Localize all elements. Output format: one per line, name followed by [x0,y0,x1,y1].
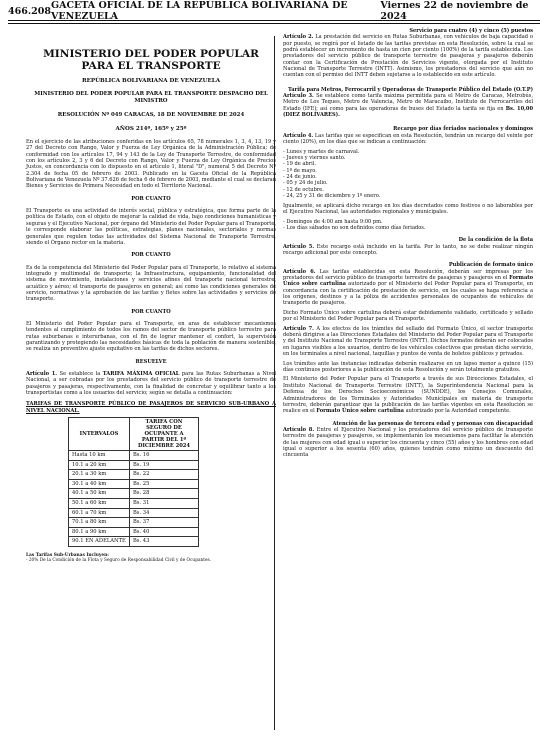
table-cell-price: Bs. 28 [130,489,199,499]
article-7-bold: Formato Único sobre cartulina [316,408,404,415]
article-1 [26,371,276,396]
article-7-text-2: Los trámites ante las instancias indicadas deberán realizarse en un lapso menor a quince (15) días continuos posteriores a la publicación de esta Resolución y serán totalmente gratuitos. [283,360,533,373]
list-item: - Domingos de 4:00 am hasta 9:00 pm. [283,218,383,225]
intro-paragraph: En el ejercicio de las atribuciones conferidas en los artículos 65, 78 numerales 1, 3, 4, 13, 19 y 27 del Decreto con Rango, Valor y Fuerza de Ley Orgánica de la Administración Pública; de conformidad con los artículos 17, 94 y 143 de la Ley de Transporte Terrestre, de conformidad con los artículos 2, 3 y 6 del Decreto con Rango, Valor y Fuerza de Ley Orgánica de Precios Justos, en concordancia con lo dispuesto en el artículo 1, literal "D", numeral 5 del Decreto Nº 2.304 de fecha 05 de febrero de 2003. Publicado en la Gaceta Oficial de la República Bolivariana de Venezuela Nº 37.626 de fecha 6 de febrero de 2003, mediante el cual se declaran Bienes y Servicios de Primera Necesidad en todo el Territorio Nacional. [26,139,276,190]
article-5-label: Artículo 5. [283,243,315,250]
table-cell-interval: 80.1 a 90 km [69,527,130,537]
article-6-bold: Formato Único sobre cartulina [283,274,533,288]
article-8-label: Artículo 8. [283,426,315,433]
resolution-number: RESOLUCIÓN Nº 049 CARACAS, 18 DE NOVIEMBRE DE 2024 [57,112,245,119]
table-cell-price: Bs. 16 [130,451,199,461]
table-cell-interval: 40.1 a 50 km [69,489,130,499]
page-number: 466.208 [8,5,51,17]
resuelve-heading: RESUELVE [135,358,167,365]
table-row [69,499,199,509]
por-cuanto-heading-1: POR CUANTO [131,195,171,202]
table-note-title: Las Tarifas Sub-Urbanas Incluyen: [26,553,109,558]
table-cell-interval: 20.1 a 30 km [69,470,130,480]
article-1-pre: Se establece la [59,371,101,377]
article-5 [283,244,533,257]
list-item: - 12 de octubre. [283,186,324,193]
republic-name: REPÚBLICA BOLIVARIANA DE VENEZUELA [81,78,221,84]
article-1-bold: TARIFA MÁXIMA OFICIAL [102,371,180,377]
table-cell-interval: 10.1 a 20 km [69,460,130,470]
table-note-text: - 20% De la Condición de la Flota y Seguro de Responsabilidad Civil y de Ocupantes. [26,558,212,564]
table-row [69,508,199,518]
gazette-date: Viernes 22 de noviembre de 2024 [380,0,529,22]
table-cell-price: Bs. 43 [130,537,199,547]
list-item: - 24 de junio. [283,174,317,181]
article-2 [283,34,533,78]
article-8-text: Entre el Ejecutivo Nacional y los prestadores del servicio público de transporte terrestre de pasajeras y pasajeros, se implementarán los mecanismos para facilitar la atención de las mujeres con edad igual o superior los cincuenta y cinco (55) años y los hombres con edad igual o superior a los sesenta (60) años, quienes tendrán como mínimo un descuento del cincuenta [283,426,534,459]
gazette-title: GACETA OFICIAL DE LA REPÚBLICA BOLIVARIANA DE VENEZUELA [50,0,348,22]
article-4-text: Las tarifas que se especifican en esta Resolución, tendrán un recargo del veinte por ciento (20%), en los días que se indican a continuación: [283,132,533,146]
list-item: - Jueves y viernes santo. [283,155,346,162]
article-6 [283,269,533,307]
article-5-text: Este recargo está incluido en la tarifa. Por lo tanto, no se debe realizar ningún recargo adicional por este concepto. [283,243,534,256]
article-7 [283,326,533,358]
article-3-label: Artículo 3. [283,93,314,100]
table-note [26,553,276,563]
table-cell-price: Bs. 40 [130,527,199,537]
article-1-text: para las Rutas Suburbanas a Nivel Nacional, a ser cobradas por los prestadores del servicio público de transporte terrestre de pasajeros y pasajeras, respectivamente, con la finalidad de concretar y equilibrar tanto a los transportistas como a los usuarios del servicio; según se detalla a continuación: [26,371,276,397]
table-cell-price: Bs. 31 [130,499,199,509]
section-title-holidays: Recargo por días feriados nacionales y domingos [393,126,533,133]
table-cell-price: Bs. 25 [130,479,199,489]
section-title-metros: Tarifa para Metros, Ferrocarril y Operadoras de Transporte Público del Estado (O.T.P) [287,86,533,93]
article-6-text-b: autorizado por el Ministerio del Poder Popular para el Transporte, en concordancia con la certificación de prestación de servicio, en los cuales se haga referencia a los orígenes, destinos y a la póliza de accidentes personales de ocupantes de vehículos de transporte de pasajeros. [283,281,534,307]
article-6-text-2: Dicho Formato Único sobre cartulina deberá estar debidamente validado, certificado y sellado por el Ministerio del Poder Popular para el Transporte. [283,309,533,323]
table-title: TARIFAS DE TRANSPORTE PÚBLICO DE PASAJEROS DE SERVICIO SUB-URBANO A NIVEL NACIONAL. [26,401,276,414]
table-cell-interval: 90.1 EN ADELANTE [69,537,130,547]
article-7-text: A los efectos de los trámites del sellado del Formato Único, el sector transporte deberá dirigirse a las Direcciones Estadales del Ministerio del Poder Popular para el Transporte y del Instituto Nacional de Transporte Terrestre (INTT). Dichos formatos deberán ser colocados en lugares visibles a los usuarios, dentro de los vehículos colectivos que prestan dicho servicio, en los terminales a nivel nacional, taquillas y puntos de venta de boletos públicos y privados. [283,325,533,358]
table-cell-interval: 70.1 a 80 km [69,518,130,528]
table-row [69,527,199,537]
section-title-four-five-seats: Servicio para cuatro (4) y cinco (5) puestos [409,28,533,34]
tariff-table [68,417,199,547]
table-row [69,489,199,499]
table-row [69,451,199,461]
table-header-intervals: INTERVALOS [69,418,130,451]
article-6-label: Artículo 6. [283,268,316,275]
list-item: - 19 de abril. [283,161,316,168]
list-item: - 05 y 24 de julio. [283,180,328,187]
article-6-text-a: Las tarifas establecidas en esta Resolución, deberán ser impresas por los prestadores del servicio público de transporte terrestre de pasajeras y pasajeros en el [283,268,533,281]
article-2-label: Artículo 2. [283,34,314,41]
article-4-label: Artículo 4. [283,132,314,139]
table-cell-price: Bs. 19 [130,460,199,470]
article-7-text-3b: autorizado por la Autoridad competente. [405,408,511,415]
header-rule-bottom [8,23,540,24]
ministry-title: MINISTERIO DEL PODER POPULAR PARA EL TRANSPORTE [43,48,259,72]
table-row [69,460,199,470]
ministry-office: MINISTERIO DEL PODER POPULAR PARA EL TRANSPORTE DESPACHO DEL MINISTRO [34,91,268,105]
schedule-list [283,219,533,232]
table-cell-interval: 30.1 a 40 km [69,479,130,489]
article-3 [283,93,533,118]
considerando-3: El Ministerio del Poder Popular para el Transporte, en aras de establecer mecanismos tendentes al cumplimiento de todos los ramos del sector de transporte público terrestre para rutas suburbanas e interurbanas, con el fin de lograr mantener el confort, la supervisión garantizando y protegiendo las necesidades básicas de toda la población de manera sostenible, se realiza un preventivo ajuste equitativo en las tarifas de dichos sectores. [26,320,276,353]
table-cell-price: Bs. 37 [130,518,199,528]
list-item: - 1º de mayo. [283,167,317,174]
table-cell-price: Bs. 22 [130,470,199,480]
article-2-text: La prestación del servicio en Rutas Suburbanas, con vehículos de baja capacidad o por puesto, se regirá por el listado de las tarifas previstas en esta Resolución, sobre la cual se podrá establecer un incremento de hasta un cien por ciento (100%) de la tarifa establecida. Los prestadores del servicio público de transporte terrestre de pasajeras y pasajeros deberán contar con la Certificación de Prestación de Servicios vigente, otorgada por el Instituto Nacional de Transporte Terrestre (INTT). Asimismo, los prestadores del servicio que aún no cuentan con el permiso del INTT deben sujetarse a lo establecido en este artículo. [283,34,533,79]
considerando-1: El Transporte es una actividad de interés social, pública y estratégica, que forma parte de la política de Estado, con el objeto de mejorar la calidad de vida, bajo condiciones humanísticas y seguras y el Ejecutivo Nacional, por órgano del Ministerio del Poder Popular para el Transporte, le corresponde elaborar las políticas, estrategias, planes nacionales, sectoriales y normas generales que regulen todas las actividades del Sistema Nacional de Transporte Terrestre, siendo el Órgano rector en la materia. [26,208,276,246]
article-3-amount: Bs. 10,00 (DIEZ BOLÍVARES). [283,105,534,119]
section-title-format: Publicación de formato único [448,262,533,269]
article-8 [283,427,533,459]
por-cuanto-heading-3: POR CUANTO [131,308,171,315]
article-1-label: Artículo 1. [26,371,58,377]
table-row [69,479,199,489]
years-line: AÑOS 214º, 165º y 25º [115,125,187,132]
article-7-label: Artículo 7. [283,325,314,332]
table-cell-interval: 50.1 a 60 km [69,499,130,509]
table-row [69,470,199,480]
article-7-text-3a: El Ministerio del Poder Popular para el Transporte a través de sus Direcciones Estadales, el Instituto Nacional de Transporte Terrestre (INTT), la Superintendencia Nacional para la Defensa de los Derechos Socioeconómicos (SUNDDE), los Consejos Comunales, Administradores de los Terminales y Autoridades Municipales en materia de transporte terrestre, deberán garantizar que la publicación de las tarifas vigentes en esta Resolución se realice en el [283,376,533,415]
right-column [283,26,533,462]
por-cuanto-heading-2: POR CUANTO [131,252,171,259]
left-column [26,40,276,563]
list-item: - Lunes y martes de carnaval. [283,148,360,155]
table-row [69,518,199,528]
article-3-text: Se establece como tarifa máxima permitida para el Metro de Caracas, Metrobús, Metro de Los Teques, Metro de Valencia, Metro de Maracaibo, Instituto de Ferrocarriles del Estado (IFE); así como para las operadoras de buses del Estado la tarifa se fija en [283,93,533,112]
header-rule-top [8,20,540,21]
article-4 [283,133,533,146]
considerando-2: Es de la competencia del Ministerio del Poder Popular para el Transporte, lo relativo al sistema integrado y multimodal de transporte; la Infraestructura, equipamiento, funcionalidad del sistema de movimiento, instalaciones y servicios afines del transporte nacional terrestre, acuático y aéreo; el transporte de pasajeros en general; así como las condiciones generales de servicio, normativas y la aprobación de las tarifas y fletes sobre las actividades y servicios de transporte. [26,264,276,303]
table-cell-price: Bs. 34 [130,508,199,518]
article-4-text-2: Igualmente, se aplicará dicho recargo en los días decretados como festivos o no laborables por el Ejecutivo Nacional, las autoridades regionales y municipales. [283,202,533,215]
table-cell-interval: Hasta 10 km [69,451,130,461]
list-item: - Los días sábados no son definidos como días feriados. [283,224,426,231]
section-title-elderly: Atención de las personas de tercera edad y personas con discapacidad [332,420,533,427]
table-row [69,537,199,547]
article-7-text-3 [283,376,533,414]
table-cell-interval: 60.1 a 70 km [69,508,130,518]
section-title-fleet: De la condición de la flota [458,237,533,244]
page-header [8,0,540,22]
list-item: - 24, 25 y 31 de diciembre y 1º enero. [283,193,381,200]
holiday-list [283,149,533,200]
table-header-tariff: TARIFA CON SEGURO DE OCUPANTE A PARTIR DEL 1º DICIEMBRE 2024 [130,418,199,451]
